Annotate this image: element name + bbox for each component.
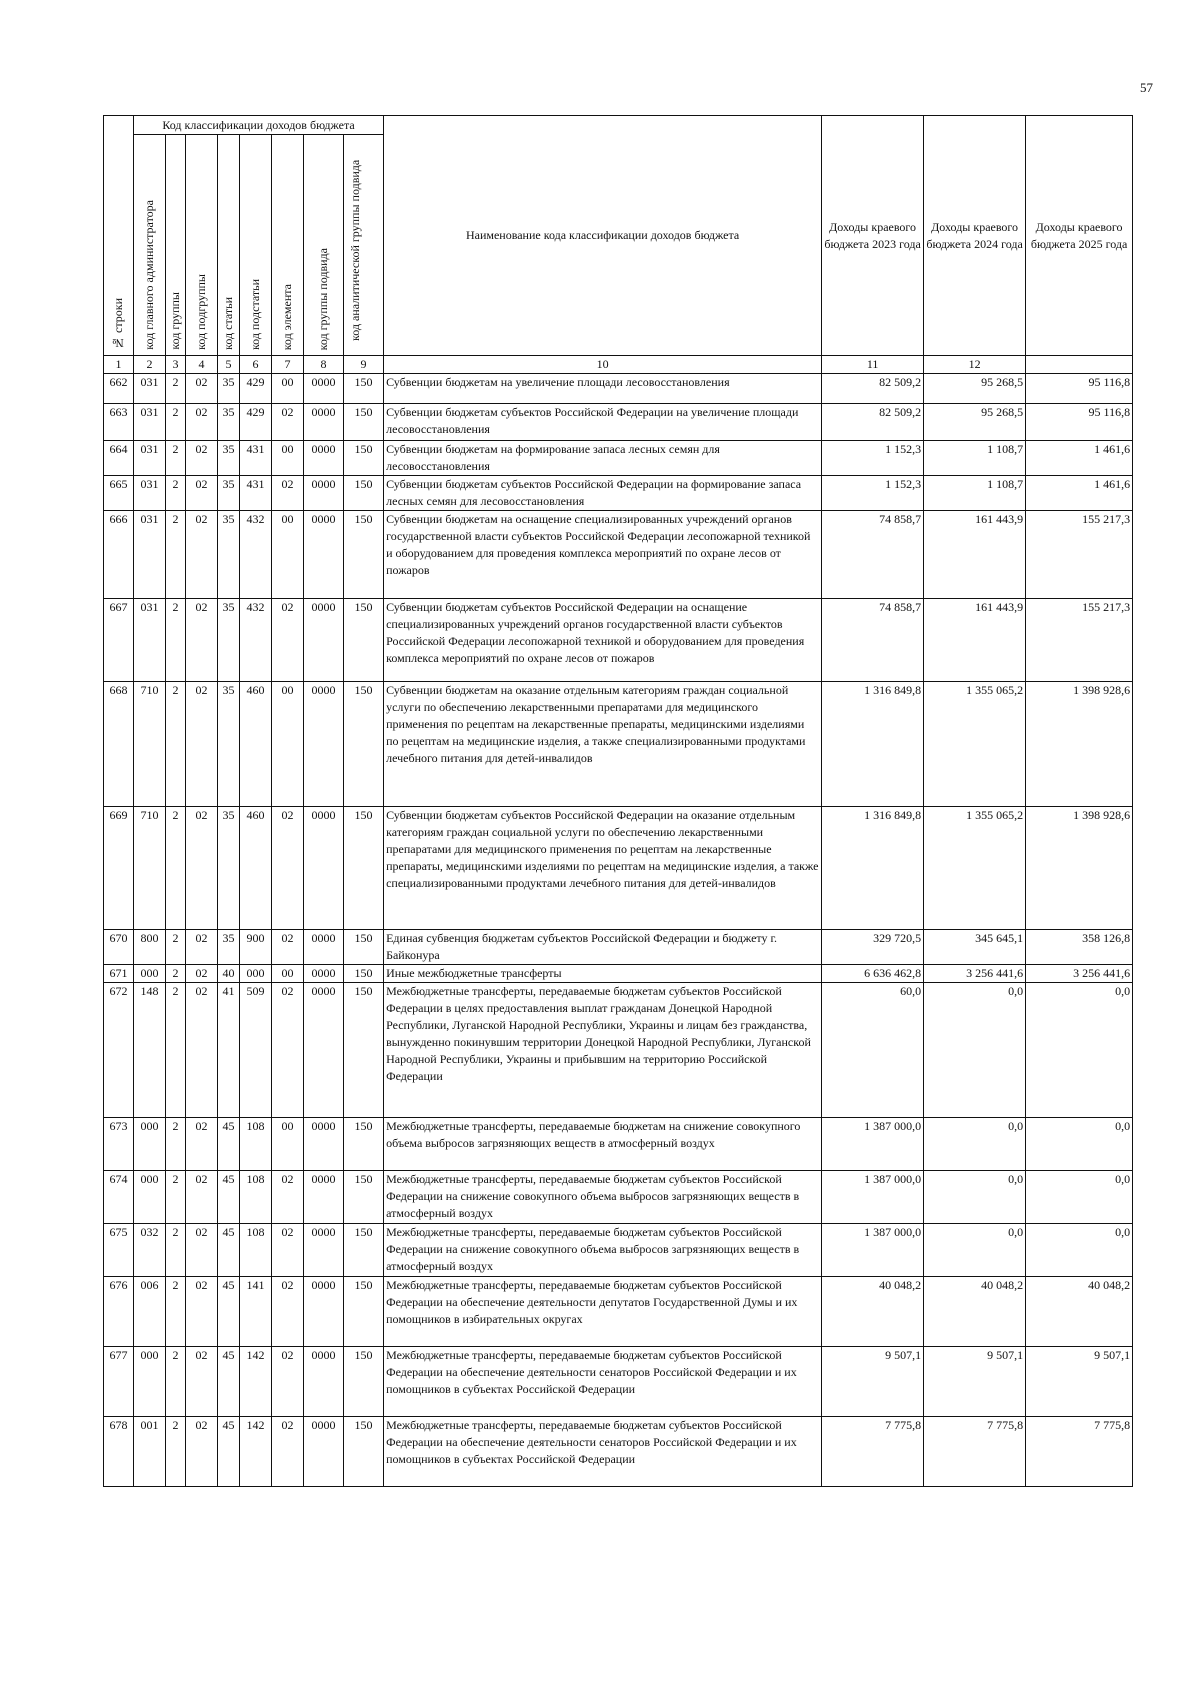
subtype-group-code: 0000 <box>304 983 344 1118</box>
income-2025: 95 116,8 <box>1026 374 1133 404</box>
analytic-group-code: 150 <box>344 1224 384 1277</box>
group-code: 2 <box>166 1118 186 1171</box>
subtype-group-code: 0000 <box>304 1277 344 1347</box>
income-2023: 82 509,2 <box>822 374 924 404</box>
subgroup-code: 02 <box>186 1171 218 1224</box>
admin-code: 032 <box>134 1224 166 1277</box>
income-2024: 0,0 <box>924 1118 1026 1171</box>
subgroup-code: 02 <box>186 374 218 404</box>
row-number: 668 <box>104 682 134 807</box>
subgroup-code: 02 <box>186 807 218 930</box>
row-number: 664 <box>104 441 134 476</box>
admin-code: 031 <box>134 404 166 441</box>
income-2024: 3 256 441,6 <box>924 965 1026 983</box>
income-2023: 7 775,8 <box>822 1417 924 1487</box>
income-2025: 1 461,6 <box>1026 476 1133 511</box>
subgroup-code: 02 <box>186 682 218 807</box>
column-numbers-row <box>104 356 1133 374</box>
column-number: 7 <box>272 356 304 374</box>
table-row <box>104 511 1133 599</box>
header-subarticle: код подстатьи <box>240 135 272 356</box>
admin-code: 031 <box>134 441 166 476</box>
income-name: Единая субвенция бюджетам субъектов Российской Федерации и бюджету г. Байконура <box>384 930 822 965</box>
income-2023: 1 387 000,0 <box>822 1118 924 1171</box>
column-number: 8 <box>304 356 344 374</box>
header-row-no: № строки <box>104 116 134 356</box>
subgroup-code: 02 <box>186 965 218 983</box>
group-code: 2 <box>166 374 186 404</box>
row-number: 663 <box>104 404 134 441</box>
income-name: Субвенции бюджетам на формирование запаса лесных семян для лесовосстановления <box>384 441 822 476</box>
income-2025: 0,0 <box>1026 1224 1133 1277</box>
article-code: 35 <box>218 807 240 930</box>
subarticle-code: 429 <box>240 404 272 441</box>
income-2025: 9 507,1 <box>1026 1347 1133 1417</box>
table-row <box>104 599 1133 682</box>
income-2023: 82 509,2 <box>822 404 924 441</box>
row-number: 676 <box>104 1277 134 1347</box>
income-2023: 60,0 <box>822 983 924 1118</box>
table-row <box>104 476 1133 511</box>
subarticle-code: 431 <box>240 476 272 511</box>
income-2023: 74 858,7 <box>822 511 924 599</box>
table-row <box>104 930 1133 965</box>
admin-code: 000 <box>134 1171 166 1224</box>
header-name: Наименование кода классификации доходов бюджета <box>384 116 822 356</box>
income-2025: 7 775,8 <box>1026 1417 1133 1487</box>
element-code: 02 <box>272 1417 304 1487</box>
income-table <box>103 115 1133 1487</box>
element-code: 02 <box>272 1171 304 1224</box>
subarticle-code: 900 <box>240 930 272 965</box>
group-code: 2 <box>166 807 186 930</box>
income-2024: 0,0 <box>924 1224 1026 1277</box>
subarticle-code: 460 <box>240 807 272 930</box>
analytic-group-code: 150 <box>344 965 384 983</box>
income-name: Межбюджетные трансферты, передаваемые бюджетам субъектов Российской Федерации на обеспечение деятельности сенаторов Российской Федерации и их помощников в субъектах Российской Федерации <box>384 1417 822 1487</box>
subgroup-code: 02 <box>186 404 218 441</box>
subtype-group-code: 0000 <box>304 930 344 965</box>
income-2023: 1 316 849,8 <box>822 807 924 930</box>
header-subgroup: код подгруппы <box>186 135 218 356</box>
header-income-2023: Доходы краевого бюджета 2023 года <box>822 116 924 356</box>
element-code: 02 <box>272 1347 304 1417</box>
header-article: код статьи <box>218 135 240 356</box>
income-2024: 95 268,5 <box>924 404 1026 441</box>
header-analytic-group: код аналитической группы подвида <box>344 135 384 356</box>
row-number: 675 <box>104 1224 134 1277</box>
subarticle-code: 000 <box>240 965 272 983</box>
admin-code: 710 <box>134 807 166 930</box>
page-number: 57 <box>1140 80 1153 95</box>
article-code: 35 <box>218 511 240 599</box>
element-code: 02 <box>272 807 304 930</box>
income-2023: 329 720,5 <box>822 930 924 965</box>
column-number: 12 <box>924 356 1026 374</box>
subgroup-code: 02 <box>186 1417 218 1487</box>
income-2024: 40 048,2 <box>924 1277 1026 1347</box>
income-name: Субвенции бюджетам субъектов Российской Федерации на увеличение площади лесовосстановления <box>384 404 822 441</box>
subarticle-code: 108 <box>240 1118 272 1171</box>
analytic-group-code: 150 <box>344 930 384 965</box>
article-code: 35 <box>218 441 240 476</box>
table-row <box>104 1171 1133 1224</box>
group-code: 2 <box>166 511 186 599</box>
analytic-group-code: 150 <box>344 374 384 404</box>
element-code: 02 <box>272 983 304 1118</box>
admin-code: 000 <box>134 1118 166 1171</box>
admin-code: 031 <box>134 476 166 511</box>
income-2023: 6 636 462,8 <box>822 965 924 983</box>
header-classification-group: Код классификации доходов бюджета <box>134 116 384 135</box>
analytic-group-code: 150 <box>344 476 384 511</box>
table-row <box>104 1118 1133 1171</box>
column-number: 5 <box>218 356 240 374</box>
group-code: 2 <box>166 1224 186 1277</box>
subtype-group-code: 0000 <box>304 1118 344 1171</box>
article-code: 35 <box>218 930 240 965</box>
subtype-group-code: 0000 <box>304 1171 344 1224</box>
table-row <box>104 983 1133 1118</box>
income-2024: 1 108,7 <box>924 476 1026 511</box>
table-row <box>104 404 1133 441</box>
admin-code: 148 <box>134 983 166 1118</box>
subtype-group-code: 0000 <box>304 441 344 476</box>
group-code: 2 <box>166 1171 186 1224</box>
element-code: 02 <box>272 1277 304 1347</box>
admin-code: 031 <box>134 599 166 682</box>
column-number: 6 <box>240 356 272 374</box>
subarticle-code: 509 <box>240 983 272 1118</box>
subtype-group-code: 0000 <box>304 682 344 807</box>
row-number: 669 <box>104 807 134 930</box>
subtype-group-code: 0000 <box>304 404 344 441</box>
income-2023: 1 387 000,0 <box>822 1224 924 1277</box>
element-code: 00 <box>272 682 304 807</box>
table-row <box>104 374 1133 404</box>
row-number: 670 <box>104 930 134 965</box>
analytic-group-code: 150 <box>344 404 384 441</box>
subtype-group-code: 0000 <box>304 476 344 511</box>
subarticle-code: 141 <box>240 1277 272 1347</box>
article-code: 45 <box>218 1347 240 1417</box>
article-code: 45 <box>218 1224 240 1277</box>
income-2024: 161 443,9 <box>924 599 1026 682</box>
element-code: 02 <box>272 404 304 441</box>
subarticle-code: 108 <box>240 1171 272 1224</box>
table-row <box>104 441 1133 476</box>
income-2025: 0,0 <box>1026 983 1133 1118</box>
header-income-2024: Доходы краевого бюджета 2024 года <box>924 116 1026 356</box>
income-2025: 155 217,3 <box>1026 599 1133 682</box>
group-code: 2 <box>166 476 186 511</box>
income-2025: 0,0 <box>1026 1118 1133 1171</box>
subgroup-code: 02 <box>186 1224 218 1277</box>
subarticle-code: 108 <box>240 1224 272 1277</box>
article-code: 35 <box>218 374 240 404</box>
income-2023: 1 387 000,0 <box>822 1171 924 1224</box>
analytic-group-code: 150 <box>344 682 384 807</box>
income-name: Межбюджетные трансферты, передаваемые бюджетам на снижение совокупного объема выбросов загрязняющих веществ в атмосферный воздух <box>384 1118 822 1171</box>
column-number: 4 <box>186 356 218 374</box>
analytic-group-code: 150 <box>344 1171 384 1224</box>
income-name: Иные межбюджетные трансферты <box>384 965 822 983</box>
group-code: 2 <box>166 682 186 807</box>
income-2025: 95 116,8 <box>1026 404 1133 441</box>
admin-code: 031 <box>134 511 166 599</box>
article-code: 41 <box>218 983 240 1118</box>
income-2025: 40 048,2 <box>1026 1277 1133 1347</box>
element-code: 02 <box>272 930 304 965</box>
analytic-group-code: 150 <box>344 441 384 476</box>
analytic-group-code: 150 <box>344 1347 384 1417</box>
column-number: 3 <box>166 356 186 374</box>
analytic-group-code: 150 <box>344 983 384 1118</box>
element-code: 00 <box>272 511 304 599</box>
income-2025: 1 461,6 <box>1026 441 1133 476</box>
table-row <box>104 965 1133 983</box>
element-code: 00 <box>272 374 304 404</box>
subgroup-code: 02 <box>186 441 218 476</box>
subtype-group-code: 0000 <box>304 807 344 930</box>
income-2024: 1 108,7 <box>924 441 1026 476</box>
admin-code: 000 <box>134 965 166 983</box>
income-2024: 345 645,1 <box>924 930 1026 965</box>
header-element: код элемента <box>272 135 304 356</box>
group-code: 2 <box>166 441 186 476</box>
table-row <box>104 1277 1133 1347</box>
article-code: 45 <box>218 1171 240 1224</box>
header-income-2025: Доходы краевого бюджета 2025 года <box>1026 116 1133 356</box>
income-2024: 1 355 065,2 <box>924 682 1026 807</box>
income-name: Межбюджетные трансферты, передаваемые бюджетам субъектов Российской Федерации на обеспечение деятельности сенаторов Российской Федерации и их помощников в субъектах Российской Федерации <box>384 1347 822 1417</box>
column-number <box>1026 356 1133 374</box>
table-row <box>104 682 1133 807</box>
article-code: 45 <box>218 1417 240 1487</box>
income-2023: 1 316 849,8 <box>822 682 924 807</box>
subtype-group-code: 0000 <box>304 374 344 404</box>
group-code: 2 <box>166 1277 186 1347</box>
table-row <box>104 1347 1133 1417</box>
subarticle-code: 460 <box>240 682 272 807</box>
group-code: 2 <box>166 983 186 1118</box>
analytic-group-code: 150 <box>344 1417 384 1487</box>
article-code: 40 <box>218 965 240 983</box>
income-2025: 1 398 928,6 <box>1026 807 1133 930</box>
subgroup-code: 02 <box>186 599 218 682</box>
row-number: 665 <box>104 476 134 511</box>
header-subtype-group: код группы подвида <box>304 135 344 356</box>
income-name: Межбюджетные трансферты, передаваемые бюджетам субъектов Российской Федерации на обеспечение деятельности депутатов Государственной Думы и их помощников в избирательных округах <box>384 1277 822 1347</box>
subtype-group-code: 0000 <box>304 1224 344 1277</box>
article-code: 45 <box>218 1277 240 1347</box>
analytic-group-code: 150 <box>344 1277 384 1347</box>
group-code: 2 <box>166 930 186 965</box>
subarticle-code: 431 <box>240 441 272 476</box>
table-row <box>104 807 1133 930</box>
table-row <box>104 1224 1133 1277</box>
income-2025: 155 217,3 <box>1026 511 1133 599</box>
subtype-group-code: 0000 <box>304 965 344 983</box>
article-code: 45 <box>218 1118 240 1171</box>
subgroup-code: 02 <box>186 1347 218 1417</box>
income-name: Межбюджетные трансферты, передаваемые бюджетам субъектов Российской Федерации на снижение совокупного объема выбросов загрязняющих веществ в атмосферный воздух <box>384 1224 822 1277</box>
income-2025: 1 398 928,6 <box>1026 682 1133 807</box>
column-number: 9 <box>344 356 384 374</box>
subtype-group-code: 0000 <box>304 511 344 599</box>
analytic-group-code: 150 <box>344 511 384 599</box>
income-2023: 40 048,2 <box>822 1277 924 1347</box>
column-number: 10 <box>384 356 822 374</box>
subtype-group-code: 0000 <box>304 1347 344 1417</box>
income-2023: 1 152,3 <box>822 476 924 511</box>
subarticle-code: 432 <box>240 511 272 599</box>
income-name: Субвенции бюджетам на оказание отдельным категориям граждан социальной услуги по обеспечению лекарственными препаратами для медицинского применения по рецептам на лекарственные препараты, медицинскими изделиями по рецептам на медицинские изделия, а также специализированными продуктами лечебного питания для детей-инвалидов <box>384 682 822 807</box>
header-row-top <box>104 116 1133 135</box>
row-number: 672 <box>104 983 134 1118</box>
row-number: 674 <box>104 1171 134 1224</box>
subgroup-code: 02 <box>186 476 218 511</box>
row-number: 671 <box>104 965 134 983</box>
subgroup-code: 02 <box>186 983 218 1118</box>
group-code: 2 <box>166 965 186 983</box>
admin-code: 000 <box>134 1347 166 1417</box>
income-2024: 95 268,5 <box>924 374 1026 404</box>
subtype-group-code: 0000 <box>304 599 344 682</box>
income-name: Субвенции бюджетам субъектов Российской Федерации на оснащение специализированных учреждений органов государственной власти субъектов Российской Федерации лесопожарной техникой и оборудованием для проведения комплекса мероприятий по охране лесов от пожаров <box>384 599 822 682</box>
income-2023: 74 858,7 <box>822 599 924 682</box>
income-2025: 0,0 <box>1026 1171 1133 1224</box>
column-number: 11 <box>822 356 924 374</box>
group-code: 2 <box>166 1417 186 1487</box>
income-2024: 1 355 065,2 <box>924 807 1026 930</box>
row-number: 677 <box>104 1347 134 1417</box>
income-name: Межбюджетные трансферты, передаваемые бюджетам субъектов Российской Федерации на снижение совокупного объема выбросов загрязняющих веществ в атмосферный воздух <box>384 1171 822 1224</box>
admin-code: 031 <box>134 374 166 404</box>
column-number: 1 <box>104 356 134 374</box>
table-row <box>104 1417 1133 1487</box>
admin-code: 710 <box>134 682 166 807</box>
article-code: 35 <box>218 599 240 682</box>
income-2024: 0,0 <box>924 983 1026 1118</box>
subgroup-code: 02 <box>186 1277 218 1347</box>
income-2025: 3 256 441,6 <box>1026 965 1133 983</box>
element-code: 00 <box>272 965 304 983</box>
group-code: 2 <box>166 599 186 682</box>
group-code: 2 <box>166 1347 186 1417</box>
income-2024: 0,0 <box>924 1171 1026 1224</box>
subarticle-code: 142 <box>240 1347 272 1417</box>
subarticle-code: 432 <box>240 599 272 682</box>
analytic-group-code: 150 <box>344 807 384 930</box>
income-2023: 1 152,3 <box>822 441 924 476</box>
group-code: 2 <box>166 404 186 441</box>
income-2025: 358 126,8 <box>1026 930 1133 965</box>
income-2023: 9 507,1 <box>822 1347 924 1417</box>
element-code: 00 <box>272 441 304 476</box>
subgroup-code: 02 <box>186 511 218 599</box>
element-code: 02 <box>272 476 304 511</box>
analytic-group-code: 150 <box>344 599 384 682</box>
admin-code: 001 <box>134 1417 166 1487</box>
admin-code: 800 <box>134 930 166 965</box>
income-name: Субвенции бюджетам субъектов Российской Федерации на оказание отдельным категориям граждан социальной услуги по обеспечению лекарственными препаратами для медицинского применения по рецептам на лекарственные препараты, медицинскими изделиями по рецептам на медицинские изделия, а также специализированными продуктами лечебного питания для детей-инвалидов <box>384 807 822 930</box>
header-admin: код главного администратора <box>134 135 166 356</box>
income-2024: 9 507,1 <box>924 1347 1026 1417</box>
subarticle-code: 142 <box>240 1417 272 1487</box>
row-number: 666 <box>104 511 134 599</box>
subtype-group-code: 0000 <box>304 1417 344 1487</box>
header-group: код группы <box>166 135 186 356</box>
column-number: 2 <box>134 356 166 374</box>
article-code: 35 <box>218 476 240 511</box>
income-name: Субвенции бюджетам на оснащение специализированных учреждений органов государственной власти субъектов Российской Федерации лесопожарной техникой и оборудованием для проведения комплекса мероприятий по охране лесов от пожаров <box>384 511 822 599</box>
income-name: Субвенции бюджетам на увеличение площади лесовосстановления <box>384 374 822 404</box>
income-name: Субвенции бюджетам субъектов Российской Федерации на формирование запаса лесных семян для лесовосстановления <box>384 476 822 511</box>
article-code: 35 <box>218 404 240 441</box>
income-2024: 161 443,9 <box>924 511 1026 599</box>
subarticle-code: 429 <box>240 374 272 404</box>
income-2024: 7 775,8 <box>924 1417 1026 1487</box>
article-code: 35 <box>218 682 240 807</box>
row-number: 662 <box>104 374 134 404</box>
element-code: 02 <box>272 1224 304 1277</box>
analytic-group-code: 150 <box>344 1118 384 1171</box>
element-code: 02 <box>272 599 304 682</box>
row-number: 678 <box>104 1417 134 1487</box>
row-number: 667 <box>104 599 134 682</box>
element-code: 00 <box>272 1118 304 1171</box>
row-number: 673 <box>104 1118 134 1171</box>
income-name: Межбюджетные трансферты, передаваемые бюджетам субъектов Российской Федерации в целях предоставления выплат гражданам Донецкой Народной Республики, Луганской Народной Республики, Украины и лицам без гражданства, вынужденно покинувшим территории Донецкой Народной Республики, Луганской Народной Республики, Украины и прибывшим на территорию Российской Федерации <box>384 983 822 1118</box>
subgroup-code: 02 <box>186 930 218 965</box>
admin-code: 006 <box>134 1277 166 1347</box>
subgroup-code: 02 <box>186 1118 218 1171</box>
